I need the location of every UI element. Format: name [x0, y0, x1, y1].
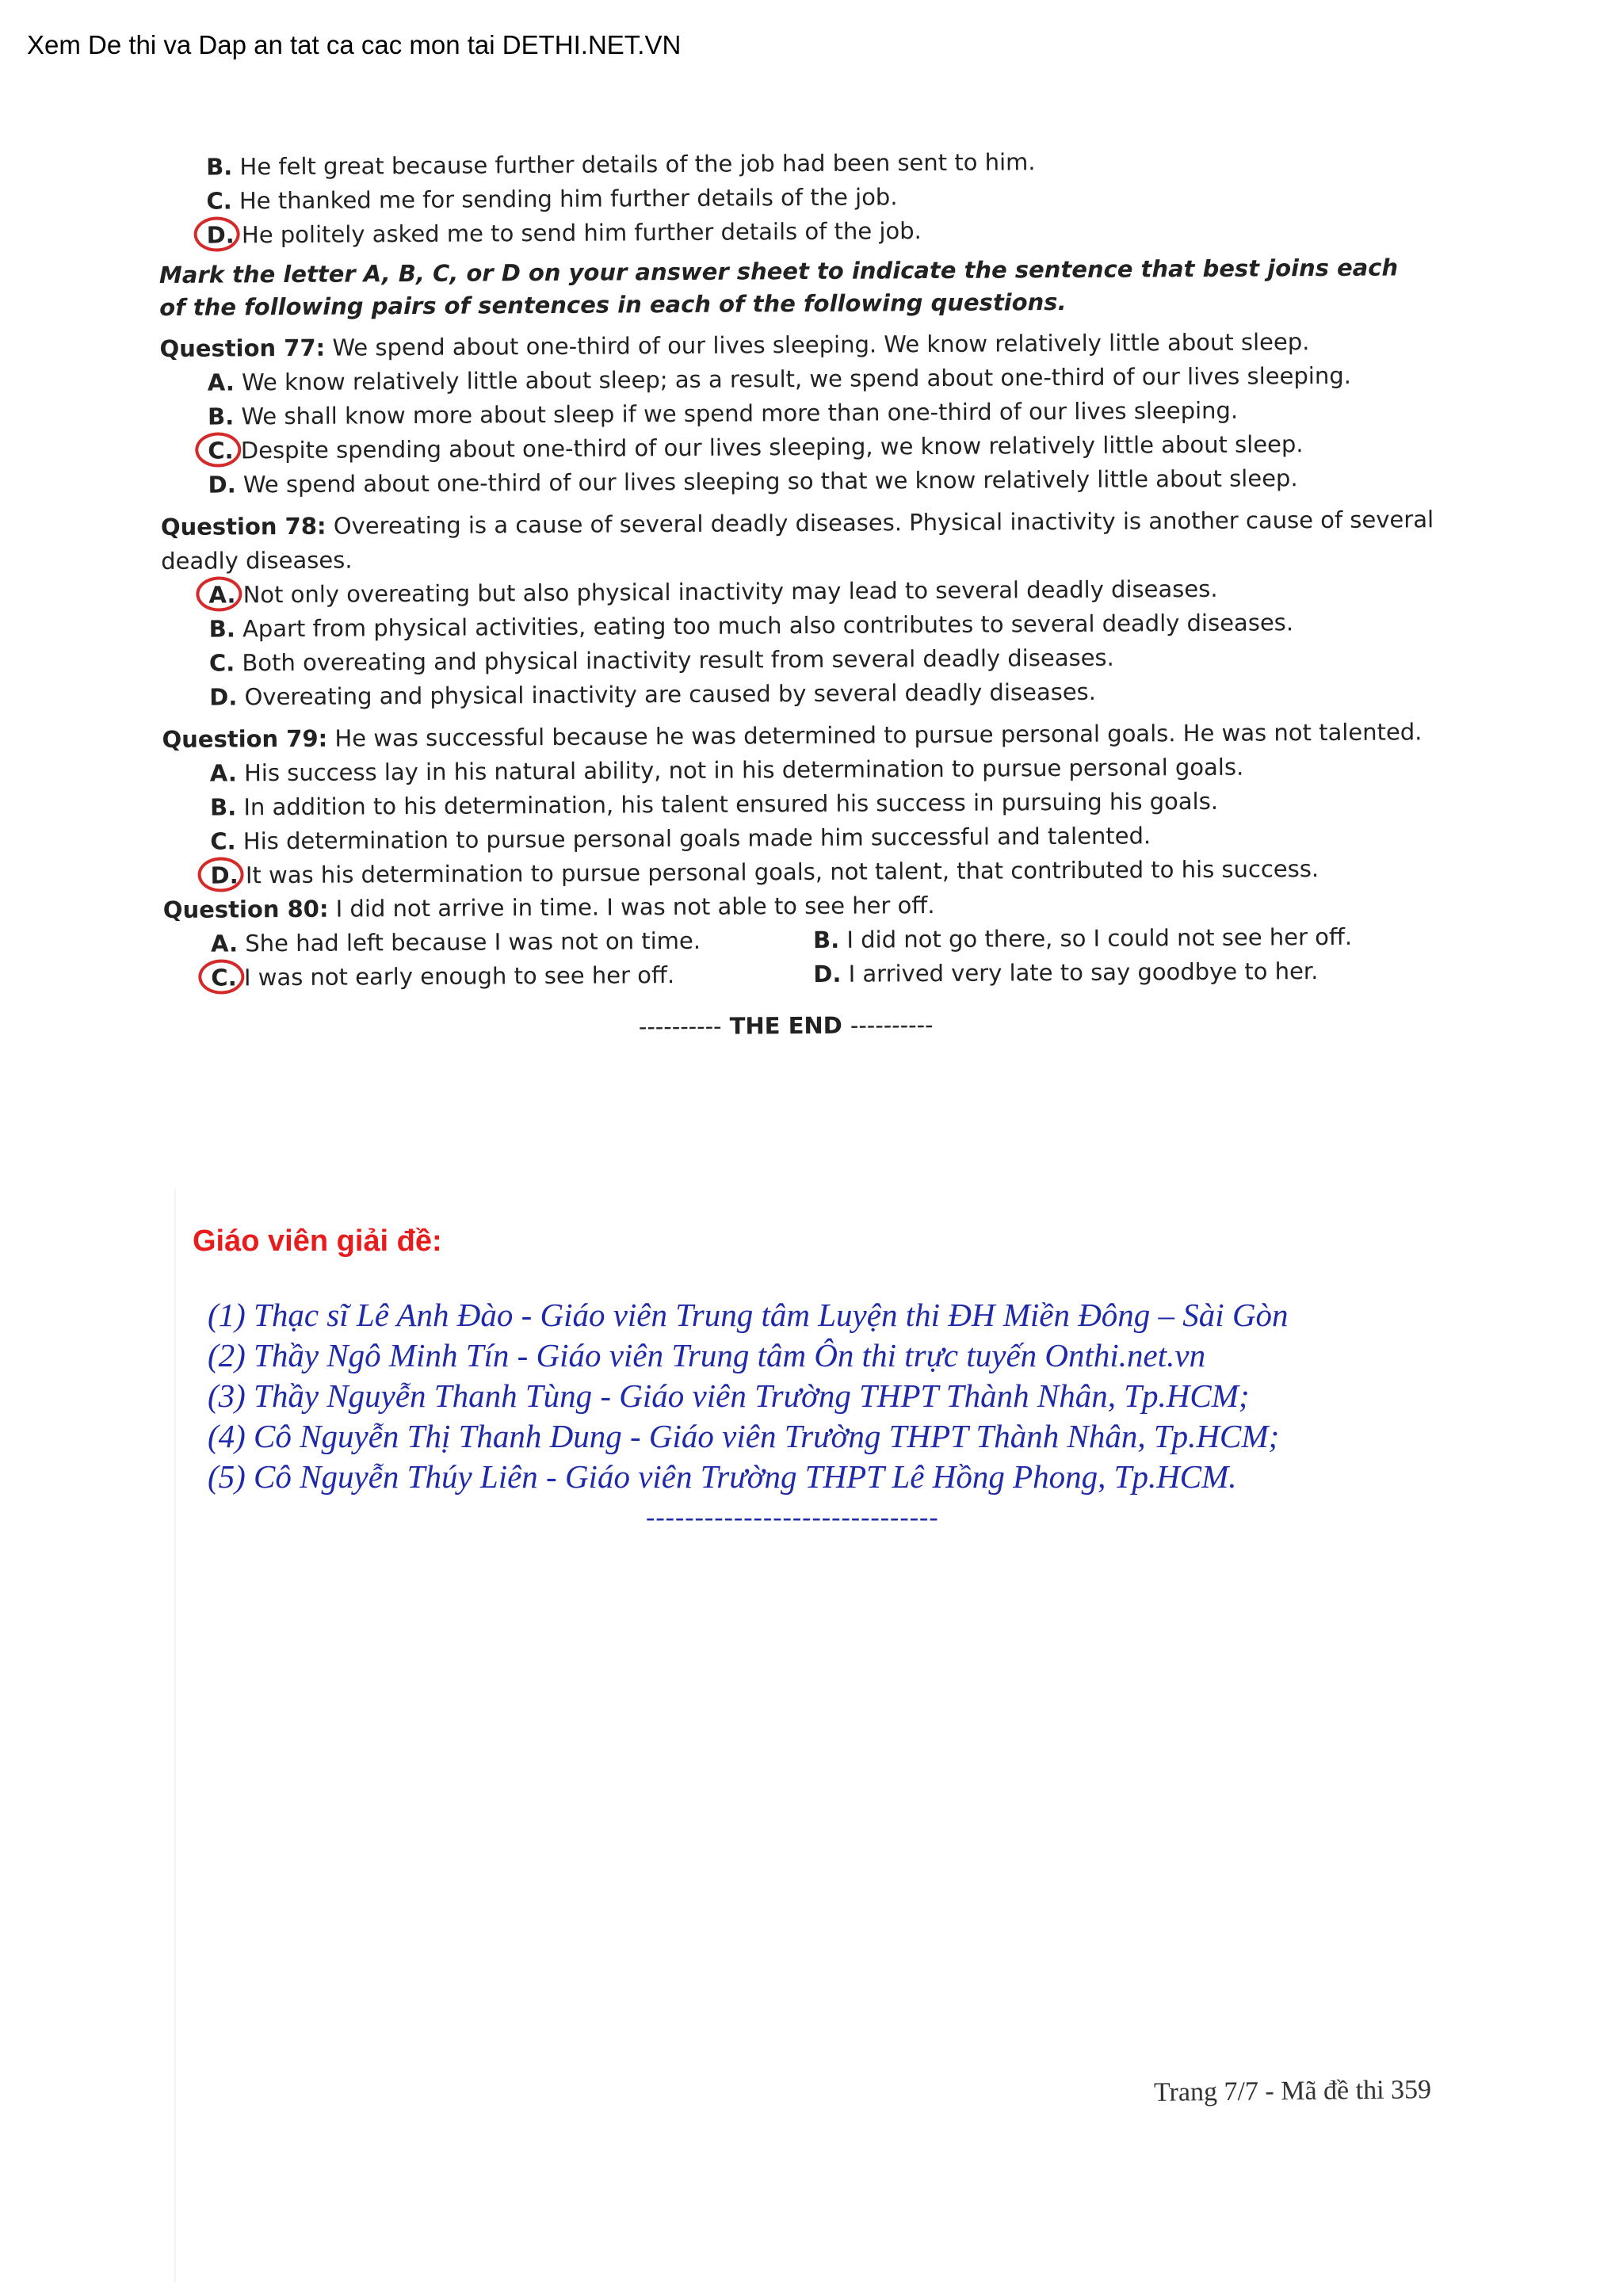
option-letter: B. — [812, 926, 840, 953]
end-dashes-right: ---------- — [850, 1011, 934, 1039]
question-text: Overeating is a cause of several deadly diseases. Physical inactivity is another cause of several deadly diseases. — [161, 506, 1434, 575]
the-end-marker — [164, 1005, 1408, 1047]
teachers-divider: ------------------------------ — [646, 1503, 939, 1532]
option-letter: B. — [207, 403, 235, 430]
question-label: Question 77: — [159, 334, 326, 362]
option-letter: B. — [208, 615, 235, 643]
option-letter: D. — [208, 471, 236, 499]
q80-option-b — [813, 920, 1352, 957]
option-text: Both overeating and physical inactivity result from several deadly diseases. — [242, 644, 1114, 677]
teacher-line: (2) Thầy Ngô Minh Tín - Giáo viên Trung tâm Ôn thi trực tuyến Onthi.net.vn — [208, 1337, 1206, 1373]
option-letter: C. — [208, 649, 235, 677]
question-78 — [161, 502, 1445, 579]
q76-option-d — [159, 211, 1459, 253]
option-text: He felt great because further details of the job had been sent to him. — [239, 148, 1036, 181]
option-letter: B. — [206, 153, 233, 181]
option-text: He thanked me for sending him further details of the job. — [239, 183, 898, 215]
option-letter: B. — [209, 793, 237, 821]
option-text: She had left because I was not on time. — [245, 926, 701, 957]
option-letter: A. — [207, 369, 235, 396]
header-note: Xem De thi va Dap an tat ca cac mon tai DETHI.NET.VN — [27, 30, 682, 59]
option-text: We spend about one-third of our lives sleeping so that we know relatively little about sleep. — [242, 464, 1298, 499]
answer-circle-mark — [197, 857, 243, 892]
teacher-line: (5) Cô Nguyễn Thúy Liên - Giáo viên Trường THPT Lê Hồng Phong, Tp.HCM. — [208, 1458, 1237, 1495]
teacher-line: (4) Cô Nguyễn Thị Thanh Dung - Giáo viên Trường THPT Thành Nhân, Tp.HCM; — [208, 1418, 1280, 1454]
answer-circle-mark — [198, 959, 244, 994]
question-label: Question 78: — [160, 512, 327, 541]
option-text: I did not go there, so I could not see her off. — [846, 923, 1353, 953]
option-letter: A. — [209, 759, 237, 787]
option-text: It was his determination to pursue personal goals, not talent, that contributed to his success. — [245, 855, 1319, 889]
teachers-title: Giáo viên giải đề: — [193, 1224, 442, 1258]
option-letter: C. — [211, 964, 237, 991]
option-text: Apart from physical activities, eating too much also contributes to several deadly diseases. — [242, 609, 1294, 643]
option-letter: D. — [813, 960, 842, 988]
option-letter: C. — [210, 827, 236, 855]
question-text: He was successful because he was determined to pursue personal goals. He was not talented. — [334, 718, 1423, 752]
option-letter: C. — [206, 187, 232, 215]
q78-option-d — [162, 673, 1461, 715]
option-text: Overeating and physical inactivity are caused by several deadly diseases. — [244, 678, 1097, 711]
option-letter: A. — [211, 930, 239, 957]
question-label: Question 80: — [162, 895, 329, 923]
option-letter: D. — [209, 683, 238, 711]
answer-circle-mark — [194, 216, 240, 251]
option-text: I arrived very late to say goodbye to her. — [848, 957, 1319, 988]
q80-option-a — [211, 923, 813, 961]
question-label: Question 79: — [162, 724, 328, 753]
option-text: I was not early enough to see her off. — [243, 961, 675, 991]
end-label: THE END — [729, 1011, 842, 1040]
answer-circle-mark — [195, 432, 241, 467]
teacher-line: (1) Thạc sĩ Lê Anh Đào - Giáo viên Trung tâm Luyện thi ĐH Miền Đông – Sài Gòn — [208, 1297, 1289, 1333]
section-instruction: Mark the letter A, B, C, or D on your answer sheet to indicate the sentence that best joins each of the following pairs of sentences in each of the following questions. — [158, 254, 1399, 321]
teacher-line: (3) Thầy Nguyễn Thanh Tùng - Giáo viên Trường THPT Thành Nhân, Tp.HCM; — [208, 1377, 1250, 1414]
q80-option-c — [211, 957, 813, 995]
q77-option-d — [160, 460, 1460, 502]
option-text: He politely asked me to send him further details of the job. — [241, 217, 922, 249]
end-dashes-left: ---------- — [638, 1012, 722, 1041]
option-text: We shall know more about sleep if we spend more than one-third of our lives sleeping. — [241, 396, 1239, 430]
option-letter: C. — [208, 437, 234, 464]
option-letter: A. — [208, 581, 236, 609]
question-text: We spend about one-third of our lives sleeping. We know relatively little about sleep. — [332, 328, 1310, 361]
option-letter: D. — [210, 861, 239, 889]
option-text: His determination to pursue personal goals made him successful and talented. — [242, 822, 1151, 855]
question-text: I did not arrive in time. I was not able to see her off. — [335, 892, 935, 923]
q80-option-d — [813, 954, 1318, 991]
teachers-list — [208, 1295, 1289, 1497]
scan-edge-shadow — [174, 1189, 176, 2283]
option-text: His success lay in his natural ability, not in his determination to pursue personal goals. — [243, 753, 1244, 787]
option-text: We know relatively little about sleep; as a result, we spend about one-third of our lives sleeping. — [241, 361, 1351, 396]
option-letter: D. — [206, 221, 235, 249]
option-text: Despite spending about one-third of our lives sleeping, we know relatively little about sleep. — [240, 430, 1304, 464]
page-footer: Trang 7/7 - Mã đề thi 359 — [1153, 2075, 1432, 2107]
option-text: In addition to his determination, his talent ensured his success in pursuing his goals. — [243, 787, 1219, 821]
q80-options-row-2 — [163, 953, 1463, 995]
exam-scan — [158, 143, 1464, 1047]
answer-circle-mark — [196, 576, 242, 611]
option-text: Not only overeating but also physical inactivity may lead to several deadly diseases. — [242, 575, 1218, 609]
